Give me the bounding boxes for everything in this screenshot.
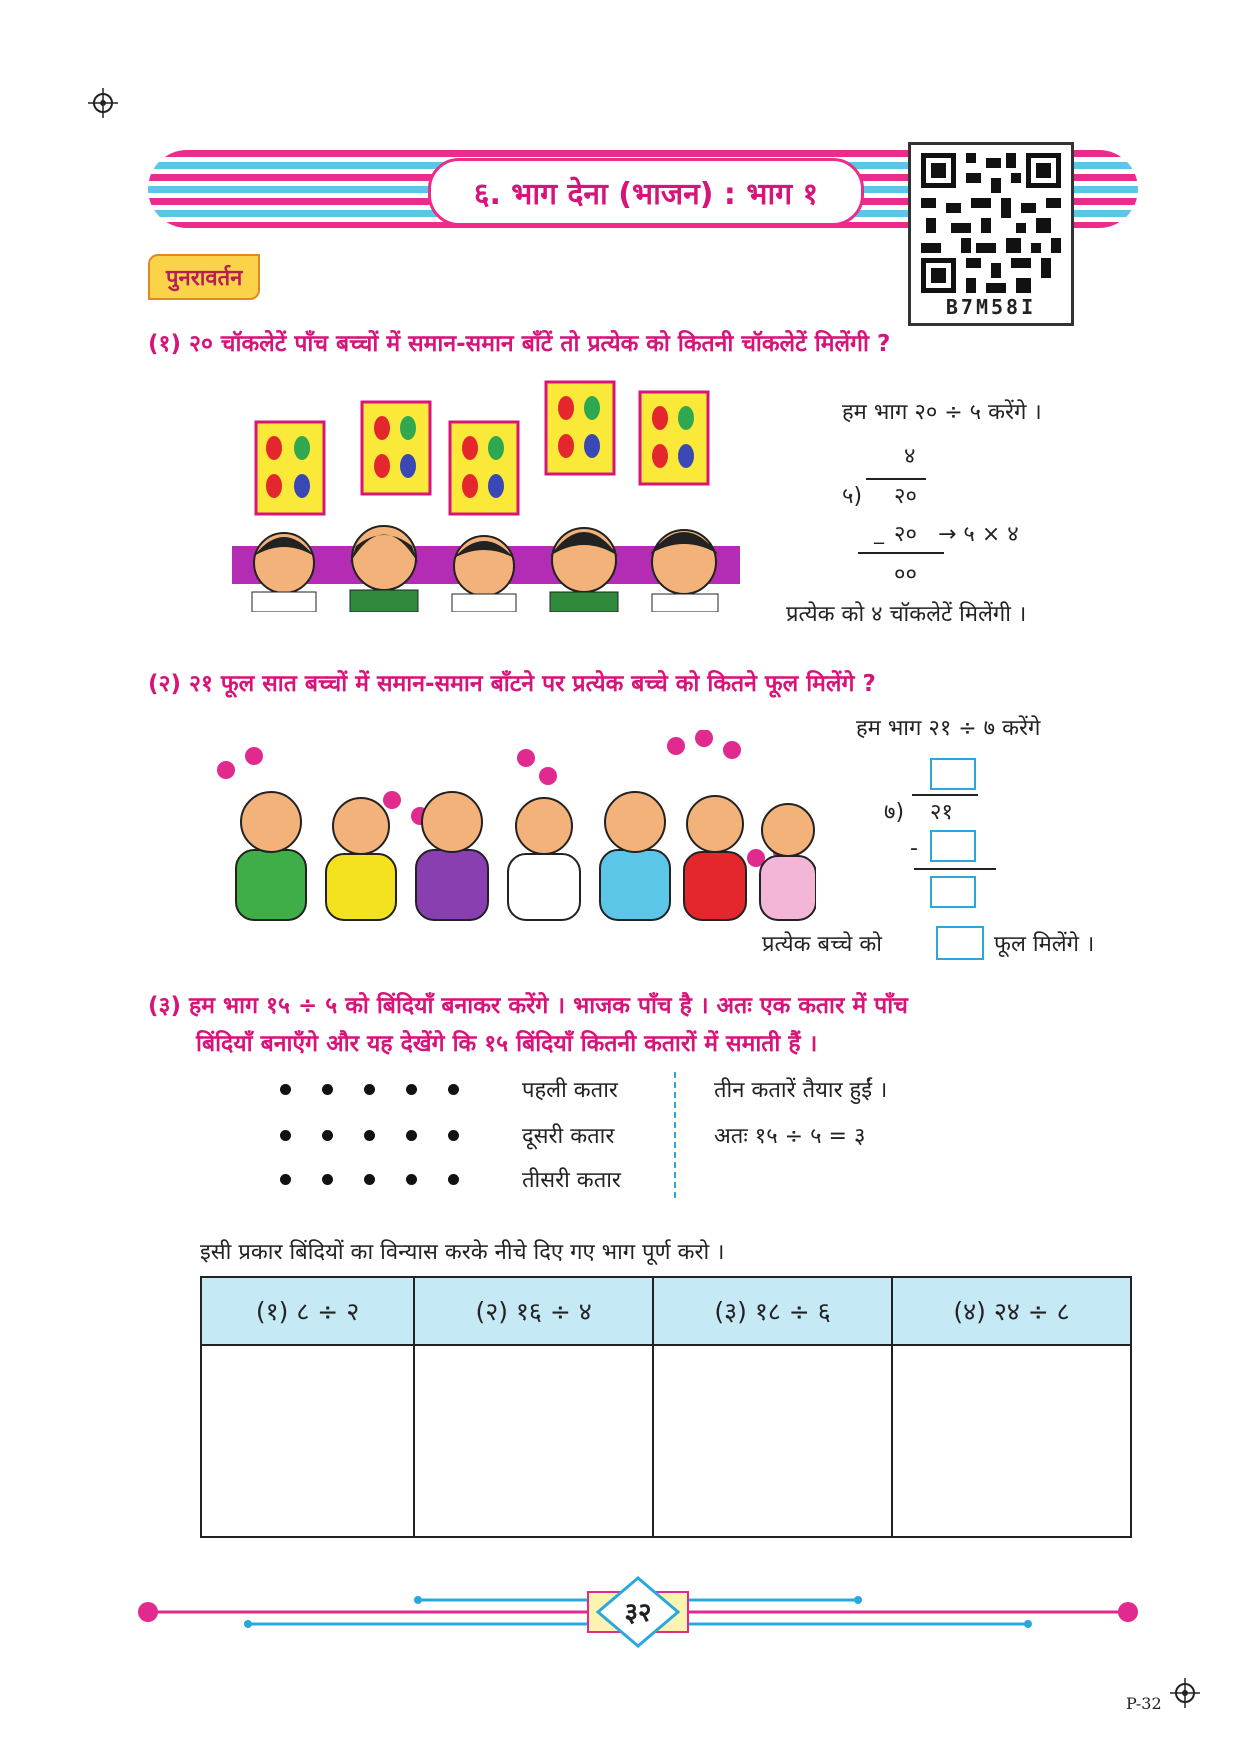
table-header: (२) १६ ÷ ४ (414, 1277, 653, 1345)
child-figure-icon (236, 792, 816, 920)
subtraction-answer-box[interactable] (930, 830, 976, 862)
flowers-children-illustration (196, 730, 816, 930)
table-header: (१) ८ ÷ २ (201, 1277, 414, 1345)
q2-answer-suffix: फूल मिलेंगे । (994, 932, 1095, 957)
chocolate-card-icon (256, 382, 708, 514)
q2-divisor: ७) (884, 800, 905, 825)
q1-subtract-value: २० (894, 522, 917, 547)
q1-divisor: ५) (842, 484, 863, 509)
section-tag: पुनरावर्तन (148, 254, 260, 300)
print-code: P-32 (1126, 1694, 1162, 1713)
row-label-3: तीसरी कतार (522, 1168, 621, 1193)
instruction-text: इसी प्रकार बिंदियों का विन्यास करके नीचे दिए गए भाग पूर्ण करो । (200, 1240, 725, 1265)
q1-answer: प्रत्येक को ४ चॉकलेटें मिलेंगी । (786, 602, 1027, 627)
question-3-line-2: बिंदियाँ बनाएँगे और यह देखेंगे कि १५ बिंदियाँ कितनी कतारों में समाती हैं । (196, 1031, 818, 1057)
question-3-line-1: (३) हम भाग १५ ÷ ५ को बिंदियाँ बनाकर करेंगे । भाजक पाँच है । अतः एक कतार में पाँच (148, 993, 908, 1019)
q1-arrow-note: → ५ × ४ (938, 522, 1019, 547)
q2-minus-sign: - (910, 836, 918, 861)
table-header: (४) २४ ÷ ८ (892, 1277, 1131, 1345)
chocolates-children-illustration (232, 378, 740, 612)
remainder-answer-box[interactable] (930, 876, 976, 908)
question-1: (१) २० चॉकलेटें पाँच बच्चों में समान-समान बाँटें तो प्रत्येक को कितनी चॉकलेटें मिलेंगी ? (148, 331, 891, 357)
answer-cell[interactable] (653, 1345, 892, 1537)
q3-result-1: तीन कतारें तैयार हुईं । (714, 1078, 888, 1103)
answer-cell[interactable] (892, 1345, 1131, 1537)
answer-cell[interactable] (414, 1345, 653, 1537)
q1-dividend: २० (894, 484, 917, 509)
dashed-divider (674, 1072, 676, 1198)
registration-mark-icon (1168, 1676, 1202, 1710)
q2-intro: हम भाग २१ ÷ ७ करेंगे (856, 716, 1041, 741)
division-result-line (914, 868, 996, 870)
qr-pattern-icon (921, 153, 1061, 293)
answer-cell[interactable] (201, 1345, 414, 1537)
q1-intro: हम भाग २० ÷ ५ करेंगे । (842, 400, 1042, 425)
answer-box[interactable] (936, 926, 984, 960)
division-result-line (858, 552, 944, 554)
row-label-2: दूसरी कतार (522, 1124, 615, 1149)
registration-mark-icon (86, 86, 120, 120)
q1-remainder: ०० (894, 562, 917, 587)
q2-dividend: २१ (930, 800, 953, 825)
practice-table (200, 1276, 1132, 1538)
table-header: (३) १८ ÷ ६ (653, 1277, 892, 1345)
q3-result-2: अतः १५ ÷ ५ = ३ (714, 1124, 866, 1149)
page-number: ३२ (624, 1598, 652, 1628)
q1-quotient: ४ (904, 444, 916, 469)
row-label-1: पहली कतार (522, 1078, 618, 1103)
q2-answer-prefix: प्रत्येक बच्चे को (762, 932, 882, 957)
quotient-answer-box[interactable] (930, 758, 976, 790)
q1-minus-sign: _ (874, 520, 884, 544)
qr-code-label: B7M58I (945, 295, 1037, 319)
question-2: (२) २१ फूल सात बच्चों में समान-समान बाँटने पर प्रत्येक बच्चे को कितने फूल मिलेंगे ? (148, 671, 876, 697)
chapter-title: ६. भाग देना (भाजन) : भाग १ (428, 158, 864, 226)
qr-code[interactable] (908, 142, 1074, 326)
